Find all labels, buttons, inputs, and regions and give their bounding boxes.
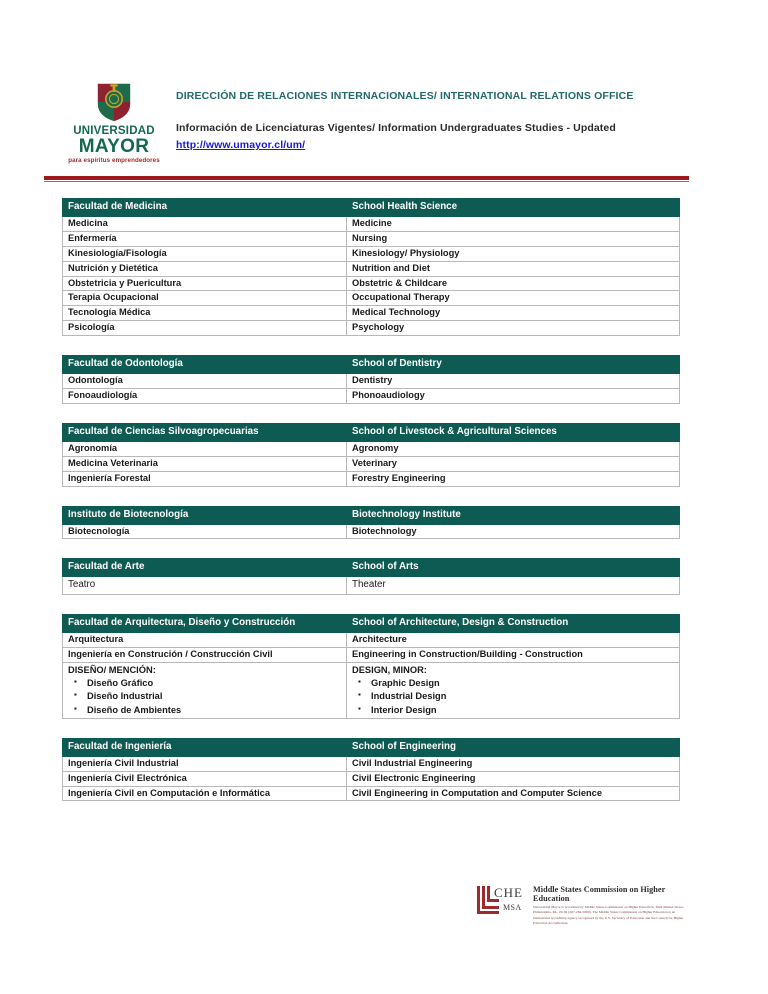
header-divider-rule xyxy=(44,176,689,180)
program-en: Civil Industrial Engineering xyxy=(347,756,680,771)
faculty-name-en: Biotechnology Institute xyxy=(347,506,680,524)
table-header-row xyxy=(63,506,680,524)
program-en: Phonoaudiology xyxy=(347,389,680,404)
program-es: Obstetricia y Puericultura xyxy=(63,276,347,291)
faculty-name-en: School of Arts xyxy=(347,559,680,577)
table-row xyxy=(63,374,680,389)
faculty-name-es: Facultad de Ingeniería xyxy=(63,738,347,756)
faculty-name-en: School Health Science xyxy=(347,199,680,217)
program-es: Ingeniería Civil Industrial xyxy=(63,756,347,771)
program-en: Occupational Therapy xyxy=(347,291,680,306)
header-text-block xyxy=(166,78,682,153)
program-en: Architecture xyxy=(347,633,680,648)
table-header-row xyxy=(63,559,680,577)
program-es xyxy=(63,662,347,718)
program-en xyxy=(347,662,680,718)
faculty-name-en: School of Dentistry xyxy=(347,356,680,374)
accreditation-text-block xyxy=(528,884,692,927)
program-es: Nutrición y Dietética xyxy=(63,261,347,276)
table-row xyxy=(63,633,680,648)
table-row xyxy=(63,456,680,471)
program-en: Civil Electronic Engineering xyxy=(347,771,680,786)
table-row xyxy=(63,662,680,718)
program-es: Tecnología Médica xyxy=(63,306,347,321)
program-en: Medicine xyxy=(347,217,680,232)
list-item: ▪ Diseño de Ambientes xyxy=(68,704,341,717)
faculty-table-biotecnologia xyxy=(62,506,680,540)
logo-mayor-word: MAYOR xyxy=(78,136,150,158)
document-header xyxy=(62,78,682,165)
list-item: ▪ Diseño Gráfico xyxy=(68,677,341,690)
program-es: Arquitectura xyxy=(63,633,347,648)
list-item: ▪ Interior Design xyxy=(352,704,674,717)
table-row xyxy=(63,261,680,276)
program-en: Agronomy xyxy=(347,441,680,456)
table-row xyxy=(63,389,680,404)
program-en: Civil Engineering in Computation and Computer Science xyxy=(347,786,680,801)
table-row xyxy=(63,756,680,771)
table-row xyxy=(63,524,680,539)
list-item: ▪ Industrial Design xyxy=(352,690,674,703)
program-es: Medicina Veterinaria xyxy=(63,456,347,471)
program-es: Teatro xyxy=(63,577,347,595)
table-row xyxy=(63,471,680,486)
faculty-table-arte xyxy=(62,558,680,595)
program-en: Obstetric & Childcare xyxy=(347,276,680,291)
table-row xyxy=(63,231,680,246)
program-es: Fonoaudiología xyxy=(63,389,347,404)
faculty-name-es: Facultad de Arquitectura, Diseño y Construcción xyxy=(63,615,347,633)
faculty-name-es: Facultad de Medicina xyxy=(63,199,347,217)
faculty-table-odontologia xyxy=(62,355,680,404)
table-row xyxy=(63,217,680,232)
program-es: Enfermería xyxy=(63,231,347,246)
faculty-name-en: School of Architecture, Design & Construction xyxy=(347,615,680,633)
table-row xyxy=(63,321,680,336)
list-item: ▪ Graphic Design xyxy=(352,677,674,690)
program-es: Psicología xyxy=(63,321,347,336)
logo-universidad-word: UNIVERSIDAD xyxy=(73,125,155,137)
faculty-table-silvoagropecuarias xyxy=(62,423,680,487)
office-title: DIRECCIÓN DE RELACIONES INTERNACIONALES/ INTERNATIONAL RELATIONS OFFICE xyxy=(176,90,634,102)
accreditation-fine-print: Universidad Mayor is accredited by Middle States Commission on Higher Education, 3624 Market Street, Philadelphia, PA, 19104 (267-284-5000). The Middle States Commission on Higher Education is an institutional accrediting agency recognized by the U.S. Secretary of Education and the Council for Higher Education Accreditation. xyxy=(533,904,684,926)
accreditation-title: Middle States Commission on Higher Education xyxy=(533,885,666,904)
program-es: Agronomía xyxy=(63,441,347,456)
program-en: Medical Technology xyxy=(347,306,680,321)
program-es: Biotecnología xyxy=(63,524,347,539)
che-msa-logo-icon xyxy=(476,884,528,916)
table-header-row xyxy=(63,356,680,374)
program-es: Ingeniería Civil Electrónica xyxy=(63,771,347,786)
university-logo xyxy=(62,78,166,165)
table-row xyxy=(63,306,680,321)
faculty-tables xyxy=(62,198,679,820)
program-group-label: DISEÑO/ MENCIÓN: xyxy=(68,664,156,675)
program-en: Nursing xyxy=(347,231,680,246)
program-es: Ingeniería Civil en Computación e Informática xyxy=(63,786,347,801)
faculty-name-en: School of Livestock & Agricultural Sciences xyxy=(347,423,680,441)
faculty-table-medicina xyxy=(62,198,680,336)
program-es: Odontología xyxy=(63,374,347,389)
program-en: Dentistry xyxy=(347,374,680,389)
table-row xyxy=(63,441,680,456)
program-en: Engineering in Construction/Building - Construction xyxy=(347,647,680,662)
accreditation-footer xyxy=(476,884,692,927)
program-es: Kinesiología/Fisología xyxy=(63,246,347,261)
table-row xyxy=(63,246,680,261)
table-row xyxy=(63,771,680,786)
table-header-row xyxy=(63,423,680,441)
program-es: Ingeniería Forestal xyxy=(63,471,347,486)
table-header-row xyxy=(63,615,680,633)
program-es: Ingeniería en Construción / Construcción Civil xyxy=(63,647,347,662)
program-bullet-list xyxy=(352,677,674,717)
faculty-name-en: School of Engineering xyxy=(347,738,680,756)
program-en: Veterinary xyxy=(347,456,680,471)
table-header-row xyxy=(63,199,680,217)
header-divider-rule-thin xyxy=(44,181,689,182)
faculty-table-ingenieria xyxy=(62,738,680,802)
program-es: Medicina xyxy=(63,217,347,232)
program-es: Terapia Ocupacional xyxy=(63,291,347,306)
faculty-name-es: Facultad de Arte xyxy=(63,559,347,577)
table-row xyxy=(63,577,680,595)
program-en: Kinesiology/ Physiology xyxy=(347,246,680,261)
umayor-shield-icon xyxy=(94,80,134,124)
table-row xyxy=(63,291,680,306)
faculty-name-es: Facultad de Odontología xyxy=(63,356,347,374)
list-item: ▪ Diseño Industrial xyxy=(68,690,341,703)
faculty-name-es: Instituto de Biotecnología xyxy=(63,506,347,524)
table-row xyxy=(63,276,680,291)
logo-tagline: para espíritus emprendedores xyxy=(68,157,160,165)
program-bullet-list xyxy=(68,677,341,717)
faculty-name-es: Facultad de Ciencias Silvoagropecuarias xyxy=(63,423,347,441)
table-row xyxy=(63,647,680,662)
program-en: Forestry Engineering xyxy=(347,471,680,486)
program-en: Biotechnology xyxy=(347,524,680,539)
program-en: Nutrition and Diet xyxy=(347,261,680,276)
faculty-table-arquitectura xyxy=(62,614,680,719)
university-website-link[interactable]: http://www.umayor.cl/um/ xyxy=(176,139,306,152)
table-header-row xyxy=(63,738,680,756)
program-group-label: DESIGN, MINOR: xyxy=(352,664,427,675)
che-label: CHE xyxy=(494,885,523,900)
program-en: Psychology xyxy=(347,321,680,336)
document-subtitle: Información de Licenciaturas Vigentes/ Information Undergraduates Studies - Updated xyxy=(176,121,616,134)
msa-label: MSA xyxy=(503,903,522,912)
table-row xyxy=(63,786,680,801)
program-en: Theater xyxy=(347,577,680,595)
